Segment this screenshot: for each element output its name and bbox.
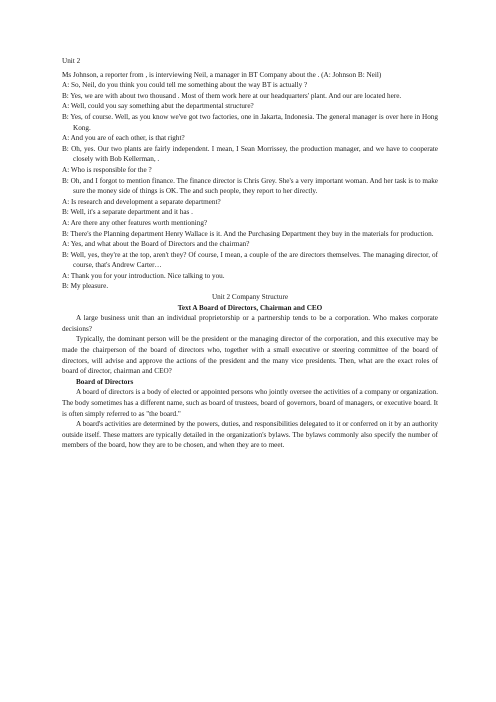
dialogue-line: B: There's the Planning department Henry Wallace is it. And the Purchasing Department they buy in the materials for production. bbox=[62, 229, 434, 238]
dialogue-line: B: Well, yes, they're at the top, aren't they? Of course, I mean, a couple of the are directors themselves. The managing director, of course, that's Andrew Carter… bbox=[62, 250, 438, 270]
subheading: Board of Directors bbox=[76, 377, 134, 386]
dialogue-line: B: Oh, yes. Our two plants are fairly independent. I mean, I Sean Morrissey, the production manager, and we have to cooperate closely with Bob Kellerman, . bbox=[62, 144, 438, 164]
document-content bbox=[62, 56, 438, 451]
dialogue-line: A: Thank you for your introduction. Nice talking to you. bbox=[62, 271, 225, 280]
dialogue-line: B: Oh, and I forgot to mention finance. The finance director is Chris Grey. She's a very important woman. And her task is to make sure the money side of things is OK. The and such people, they report to her directly. bbox=[62, 176, 438, 196]
dialogue-line: A: And you are of each other, is that right? bbox=[62, 134, 185, 143]
body-paragraph: A large business unit than an individual proprietorship or a partnership tends to be a corporation. Who makes corporate decisions? bbox=[62, 314, 438, 333]
dialogue-line: A: Are there any other features worth mentioning? bbox=[62, 218, 208, 227]
dialogue-line: B: Well, it's a separate department and it has . bbox=[62, 208, 193, 217]
text-title: Text A Board of Directors, Chairman and CEO bbox=[177, 303, 323, 312]
dialogue-line: A: Is research and development a separate department? bbox=[62, 197, 221, 206]
dialogue-line: B: Yes, we are with about two thousand . Most of them work here at our headquarters' plant. And our are located here. bbox=[62, 91, 402, 100]
unit-label: Unit 2 bbox=[62, 57, 81, 65]
section-title: Unit 2 Company Structure bbox=[211, 293, 289, 302]
dialogue-line: A: Yes, and what about the Board of Directors and the chairman? bbox=[62, 240, 250, 249]
dialogue-line: A: Well, could you say something abut the departmental structure? bbox=[62, 102, 254, 111]
dialogue-line: A: So, Neil, do you think you could tell me something about the way BT is actually ? bbox=[62, 81, 308, 90]
dialogue-line: A: Who is responsible for the ? bbox=[62, 165, 152, 174]
dialogue-line: B: Yes, of course. Well, as you know we've got two factories, one in Jakarta, Indonesia. The general manager is over here in Hong Kong. bbox=[62, 112, 438, 132]
body-paragraph: A board of directors is a body of elected or appointed persons who jointly oversee the activities of a company or organization. The body sometimes has a different name, such as board of trustees, board of governors, board of managers, or executive board. It is often simply referred to as "the board." bbox=[62, 388, 438, 418]
body-paragraph: A board's activities are determined by the powers, duties, and responsibilities delegated to it or conferred on it by an authority outside itself. These matters are typically detailed in the organization's bylaws. The bylaws commonly also specify the number of members of the board, how they are to be chosen, and when they are to meet. bbox=[62, 420, 438, 450]
dialogue-line: B: My pleasure. bbox=[62, 282, 109, 291]
intro-paragraph: Ms Johnson, a reporter from , is interviewing Neil, a manager in BT Company about the . (A: Johnson B: Neil) bbox=[62, 70, 382, 79]
body-paragraph: Typically, the dominant person will be the president or the managing director of the corporation, and this executive may be made the chairperson of the board of directors who, together with a small executive or steering committee of the board of directors, will advise and approve the actions of the president and the many vice presidents. Then, what are the exact roles of board of director, chairman and CEO? bbox=[62, 335, 438, 376]
